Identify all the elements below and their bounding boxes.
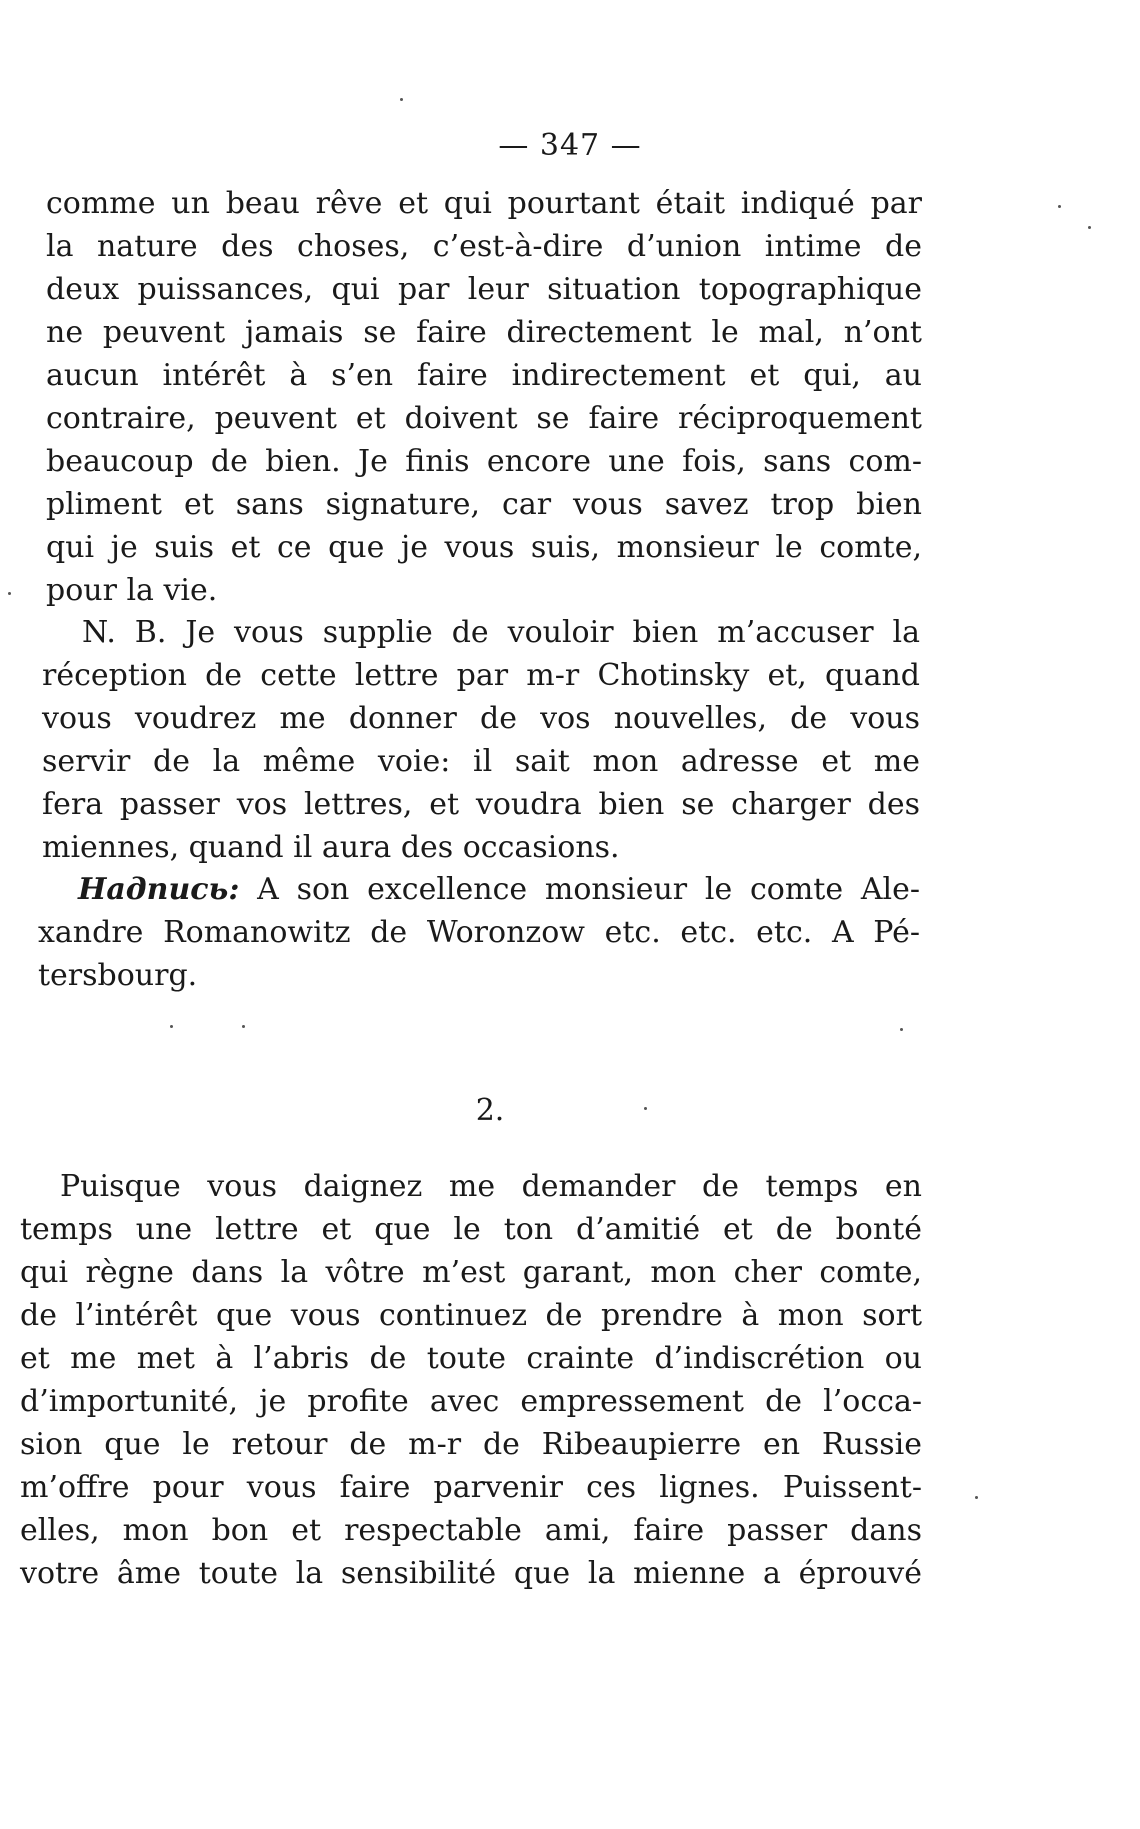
scan-speck (1058, 205, 1061, 208)
text-line: servir de la même voie: il sait mon adresse et me (42, 744, 920, 779)
letter-continuation (46, 182, 922, 612)
text-line: miennes, quand il aura des occasions. (42, 830, 620, 865)
scan-speck (170, 1025, 173, 1028)
scan-speck (975, 1496, 978, 1499)
text-line: votre âme toute la sensibilité que la mienne a éprouvé (20, 1556, 922, 1591)
text-line: qui règne dans la vôtre m’est garant, mon cher comte, (20, 1255, 922, 1290)
text-line: fera passer vos lettres, et voudra bien se charger des (42, 787, 920, 822)
text-line: pliment et sans signature, car vous savez trop bien (46, 487, 922, 522)
scan-speck (242, 1025, 245, 1028)
text-line: elles, mon bon et respectable ami, faire passer dans (20, 1513, 922, 1548)
text-line: pour la vie. (46, 573, 218, 608)
inscription-text: A son excellence monsieur le comte Ale- (257, 872, 920, 907)
section-number: 2. (475, 1093, 505, 1128)
text-line: ne peuvent jamais se faire directement le mal, n’ont (46, 315, 922, 350)
scan-speck (644, 1107, 647, 1110)
text-line: sion que le retour de m-r de Ribeaupierre en Russie (20, 1427, 922, 1462)
text-line: comme un beau rêve et qui pourtant était indiqué par (46, 186, 922, 221)
text-line: tersbourg. (38, 958, 198, 993)
text-line: xandre Romanowitz de Woronzow etc. etc. etc. A Pé- (38, 915, 920, 950)
text-line: réception de cette lettre par m-r Chotinsky et, quand (42, 658, 920, 693)
letter-two-paragraph (20, 1165, 922, 1595)
scan-speck (8, 592, 11, 595)
text-line: et me met à l’abris de toute crainte d’indiscrétion ou (20, 1341, 922, 1376)
scan-speck (400, 98, 403, 101)
text-line: beaucoup de bien. Je finis encore une fois, sans com- (46, 444, 922, 479)
inscription-first-line (38, 868, 920, 911)
text-line: aucun intérêt à s’en faire indirectement et qui, au (46, 358, 922, 393)
text-line: deux puissances, qui par leur situation topographique (46, 272, 922, 307)
text-line: N. B. Je vous supplie de vouloir bien m’accuser la (82, 615, 920, 650)
text-line: m’offre pour vous faire parvenir ces lignes. Puissent- (20, 1470, 922, 1505)
scan-speck (1088, 226, 1091, 229)
scan-speck (900, 1028, 903, 1031)
text-line: d’importunité, je profite avec empressement de l’occa- (20, 1384, 922, 1419)
text-line: qui je suis et ce que je vous suis, monsieur le comte, (46, 530, 922, 565)
text-line: vous voudrez me donner de vos nouvelles, de vous (42, 701, 920, 736)
text-line: contraire, peuvent et doivent se faire réciproquement (46, 401, 922, 436)
text-line: la nature des choses, c’est-à-dire d’union intime de (46, 229, 922, 264)
text-line: Puisque vous daignez me demander de temps en (60, 1169, 922, 1204)
page-number: — 347 — (498, 128, 642, 163)
nota-bene-paragraph (42, 611, 920, 869)
text-line: temps une lettre et que le ton d’amitié et de bonté (20, 1212, 922, 1247)
inscription-paragraph (38, 868, 920, 997)
inscription-label: Надпись: (78, 872, 240, 907)
text-line: de l’intérêt que vous continuez de prendre à mon sort (20, 1298, 922, 1333)
